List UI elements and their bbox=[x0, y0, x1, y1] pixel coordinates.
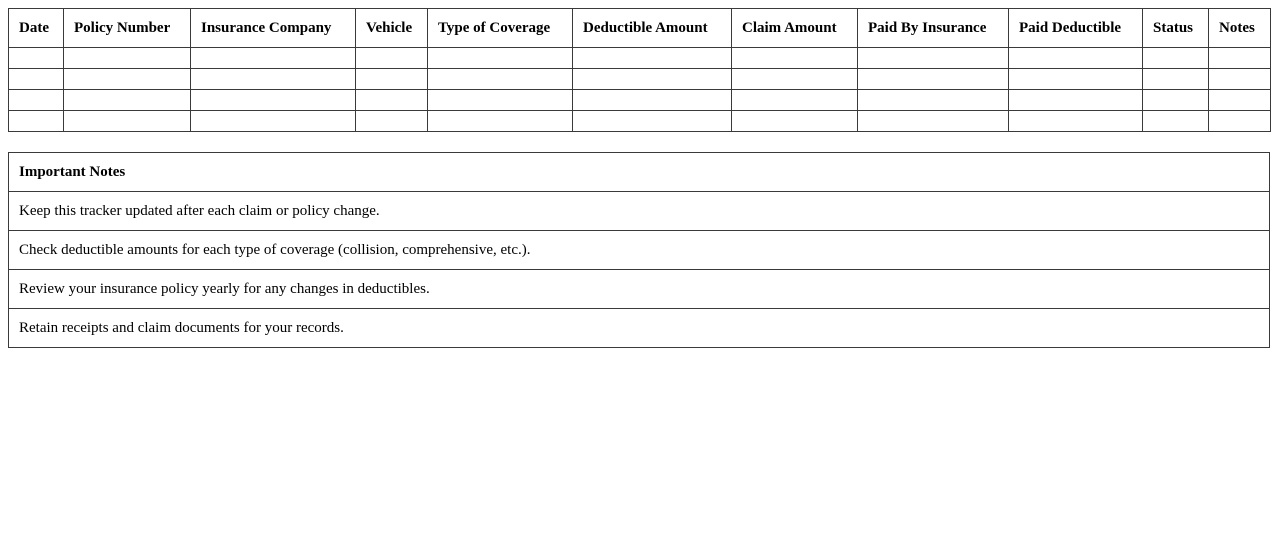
table-cell[interactable] bbox=[858, 111, 1009, 132]
note-item: Keep this tracker updated after each claim or policy change. bbox=[9, 192, 1270, 231]
table-cell[interactable] bbox=[356, 90, 428, 111]
table-cell[interactable] bbox=[858, 90, 1009, 111]
table-cell[interactable] bbox=[1209, 69, 1271, 90]
important-notes-table bbox=[8, 152, 1270, 348]
table-row bbox=[9, 111, 1271, 132]
header-notes: Notes bbox=[1209, 9, 1271, 48]
table-cell[interactable] bbox=[573, 69, 732, 90]
table-row bbox=[9, 69, 1271, 90]
table-cell[interactable] bbox=[191, 48, 356, 69]
note-item: Review your insurance policy yearly for any changes in deductibles. bbox=[9, 270, 1270, 309]
table-cell[interactable] bbox=[356, 111, 428, 132]
table-cell[interactable] bbox=[428, 111, 573, 132]
table-cell[interactable] bbox=[1143, 90, 1209, 111]
table-cell[interactable] bbox=[1009, 48, 1143, 69]
table-cell[interactable] bbox=[428, 48, 573, 69]
note-item: Check deductible amounts for each type of coverage (collision, comprehensive, etc.). bbox=[9, 231, 1270, 270]
table-cell[interactable] bbox=[428, 69, 573, 90]
table-cell[interactable] bbox=[1009, 90, 1143, 111]
table-cell[interactable] bbox=[191, 69, 356, 90]
table-cell[interactable] bbox=[1209, 111, 1271, 132]
table-cell[interactable] bbox=[1143, 111, 1209, 132]
table-cell[interactable] bbox=[1143, 48, 1209, 69]
table-cell[interactable] bbox=[732, 48, 858, 69]
table-cell[interactable] bbox=[1009, 69, 1143, 90]
header-vehicle: Vehicle bbox=[356, 9, 428, 48]
table-cell[interactable] bbox=[64, 90, 191, 111]
header-date: Date bbox=[9, 9, 64, 48]
table-cell[interactable] bbox=[428, 90, 573, 111]
table-row bbox=[9, 48, 1271, 69]
notes-title: Important Notes bbox=[9, 153, 1270, 192]
header-policy-number: Policy Number bbox=[64, 9, 191, 48]
table-cell[interactable] bbox=[732, 90, 858, 111]
table-cell[interactable] bbox=[9, 111, 64, 132]
table-cell[interactable] bbox=[64, 111, 191, 132]
header-row bbox=[9, 9, 1271, 48]
table-cell[interactable] bbox=[573, 90, 732, 111]
table-cell[interactable] bbox=[9, 90, 64, 111]
table-cell[interactable] bbox=[732, 111, 858, 132]
header-paid-deductible: Paid Deductible bbox=[1009, 9, 1143, 48]
table-cell[interactable] bbox=[64, 69, 191, 90]
header-claim-amount: Claim Amount bbox=[732, 9, 858, 48]
table-cell[interactable] bbox=[732, 69, 858, 90]
header-status: Status bbox=[1143, 9, 1209, 48]
header-type-of-coverage: Type of Coverage bbox=[428, 9, 573, 48]
deductible-tracker-table bbox=[8, 8, 1271, 132]
note-item: Retain receipts and claim documents for your records. bbox=[9, 309, 1270, 348]
table-cell[interactable] bbox=[9, 69, 64, 90]
table-cell[interactable] bbox=[573, 111, 732, 132]
table-cell[interactable] bbox=[1209, 90, 1271, 111]
header-deductible-amount: Deductible Amount bbox=[573, 9, 732, 48]
header-paid-by-insurance: Paid By Insurance bbox=[858, 9, 1009, 48]
table-cell[interactable] bbox=[858, 69, 1009, 90]
table-cell[interactable] bbox=[1009, 111, 1143, 132]
table-cell[interactable] bbox=[191, 90, 356, 111]
header-insurance-company: Insurance Company bbox=[191, 9, 356, 48]
table-cell[interactable] bbox=[858, 48, 1009, 69]
table-cell[interactable] bbox=[191, 111, 356, 132]
table-cell[interactable] bbox=[64, 48, 191, 69]
table-cell[interactable] bbox=[1143, 69, 1209, 90]
table-cell[interactable] bbox=[1209, 48, 1271, 69]
table-row bbox=[9, 90, 1271, 111]
table-cell[interactable] bbox=[356, 69, 428, 90]
table-cell[interactable] bbox=[573, 48, 732, 69]
table-cell[interactable] bbox=[9, 48, 64, 69]
table-cell[interactable] bbox=[356, 48, 428, 69]
